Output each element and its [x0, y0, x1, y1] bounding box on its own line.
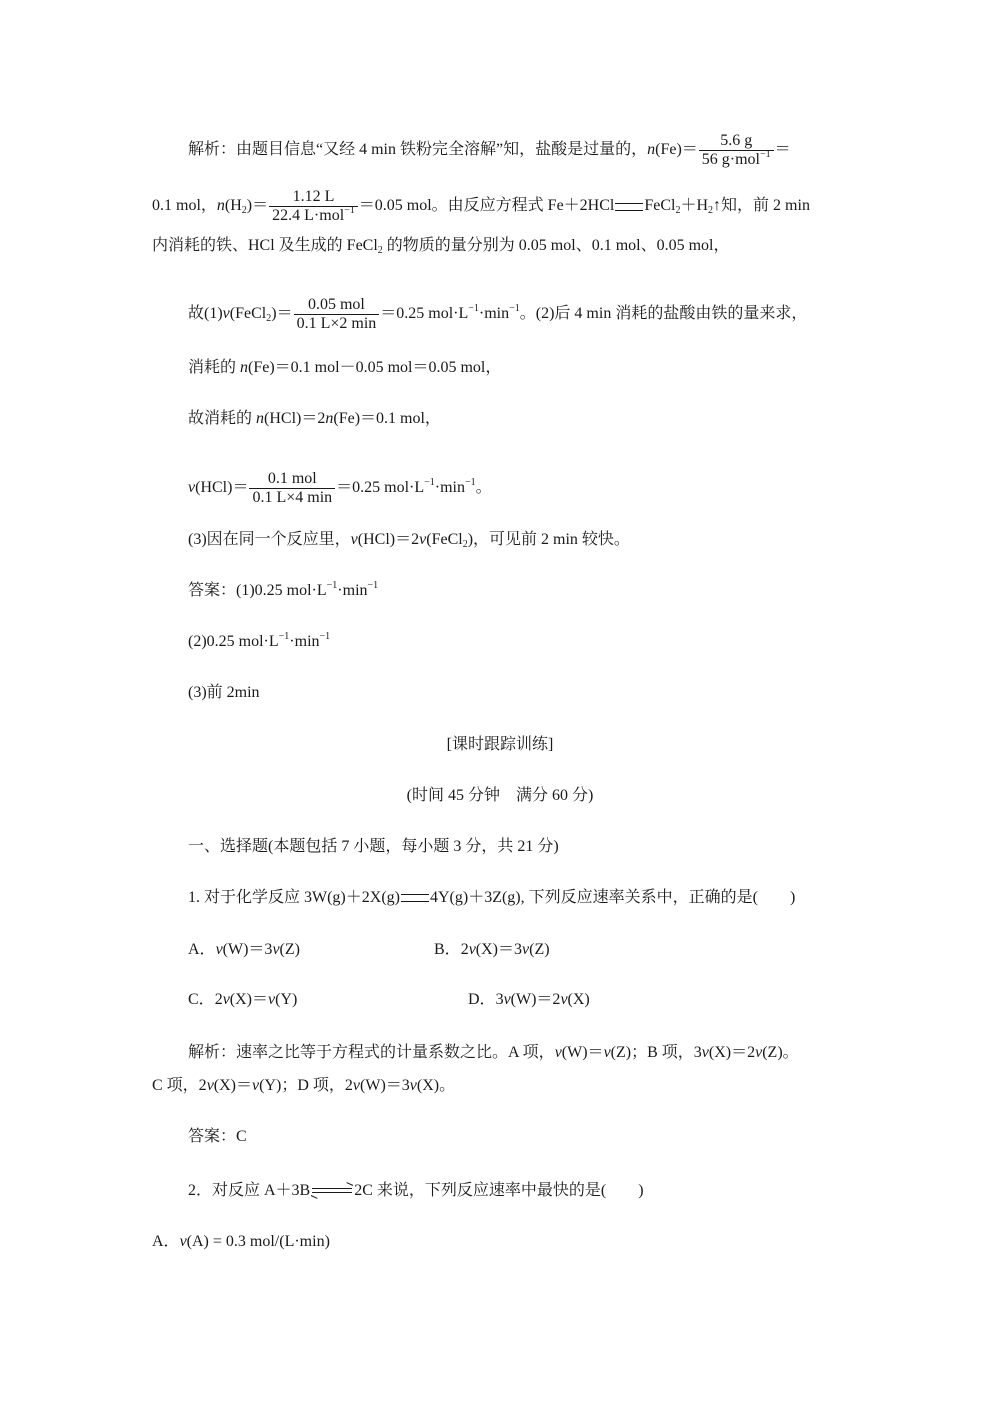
text: (FeCl: [426, 531, 463, 548]
text: (X)。: [416, 1077, 456, 1094]
text: ＝: [774, 141, 791, 159]
denominator: [699, 151, 774, 169]
option-label: C．: [188, 991, 215, 1008]
text: (Y)；D 项，2: [259, 1077, 353, 1094]
analysis-line-8: [188, 530, 630, 550]
question-1-answer: 答案：C: [188, 1128, 247, 1145]
text: n: [647, 141, 656, 159]
text: v: [701, 1044, 709, 1061]
question-1-stem: [188, 888, 795, 908]
superscript: −1: [319, 631, 331, 642]
text: v: [350, 531, 358, 548]
analysis-line-6: [188, 409, 441, 429]
numerator: 1.12 L: [269, 188, 358, 207]
text: (W)＝3: [222, 941, 273, 958]
reversible-arrow-icon: [312, 1186, 352, 1196]
text: (X)＝: [229, 991, 269, 1008]
denominator: 0.1 L×4 min: [252, 489, 333, 506]
answer-line-1: [188, 581, 378, 601]
text: (Z)。: [762, 1044, 799, 1061]
text: v: [222, 991, 230, 1008]
denominator: [269, 207, 358, 225]
text: 2: [460, 941, 469, 958]
text: )＝: [271, 305, 293, 323]
text: FeCl: [644, 197, 676, 215]
text: n: [240, 359, 249, 376]
analysis-line-4: [188, 296, 807, 333]
numerator: 0.1 mol: [249, 470, 335, 489]
text: v: [179, 1233, 187, 1250]
question-1-option-b: [434, 940, 550, 960]
superscript: −1: [326, 580, 338, 591]
text: ↑知，前 2 min: [713, 197, 810, 215]
text: v: [215, 941, 223, 958]
text: ·min: [478, 305, 510, 323]
question-1-option-a: [188, 940, 300, 960]
text: v: [560, 991, 568, 1008]
text: n: [216, 197, 225, 215]
option-label: D．: [468, 991, 496, 1008]
question-2-stem: [188, 1181, 644, 1201]
text: 故消耗的: [188, 410, 257, 427]
superscript: −1: [344, 205, 355, 216]
fraction-fecl2: [294, 296, 380, 333]
text: 答案：(1)0.25 mol·L: [188, 582, 327, 599]
text: (Fe)＝0.1 mol，: [333, 410, 441, 427]
subscript: 2: [675, 205, 681, 217]
answer-line-3: (3)前 2min: [188, 684, 260, 701]
text: ·min: [289, 633, 320, 650]
superscript: −1: [468, 303, 479, 315]
text: (HCl)＝2: [264, 410, 326, 427]
text: (HCl)＝: [195, 479, 249, 497]
text: 消耗的: [188, 359, 241, 376]
text: 2．对反应 A＋3B: [188, 1182, 311, 1199]
answer-line-2: [188, 632, 330, 652]
superscript: −1: [509, 303, 520, 315]
text: (Fe)＝0.1 mol－0.05 mol＝0.05 mol，: [248, 359, 502, 376]
part-heading: 一、选择题(本题包括 7 小题，每小题 3 分，共 21 分): [188, 838, 559, 855]
text: v: [503, 991, 511, 1008]
text: v: [188, 479, 196, 497]
text: v: [419, 531, 427, 548]
denominator: 0.1 L×2 min: [296, 315, 377, 332]
option-label: A．: [188, 941, 216, 958]
text: )＝: [246, 197, 269, 215]
numerator: 5.6 g: [699, 132, 774, 151]
question-1-analysis-line-1: [188, 1043, 799, 1063]
text: v: [755, 1044, 763, 1061]
question-2-option-a: [152, 1232, 330, 1252]
text: ＝0.25 mol·L: [336, 479, 425, 497]
text: n: [325, 410, 334, 427]
text: 4Y(g)＋3Z(g), 下列反应速率关系中，正确的是( ): [429, 889, 796, 906]
equals-sign-double: [615, 203, 643, 211]
question-1-option-d: [468, 990, 590, 1010]
question-1-option-c: [188, 990, 297, 1010]
text: 内消耗的铁、HCl 及生成的 FeCl: [152, 237, 378, 254]
text: (X)＝2: [708, 1044, 756, 1061]
text: 解析：速率之比等于方程式的计量系数之比。A 项，: [188, 1044, 555, 1061]
analysis-line-7: [188, 470, 492, 507]
subscript: 2: [377, 245, 383, 256]
text: v: [468, 941, 476, 958]
text: )，可见前 2 min 较快。: [467, 531, 630, 548]
question-1-analysis-line-2: [152, 1076, 455, 1096]
fraction-fe: [699, 132, 774, 169]
text: 3: [495, 991, 504, 1008]
option-label: A．: [152, 1233, 180, 1250]
text: v: [522, 941, 530, 958]
text: (A) = 0.3 mol/(L·min): [186, 1233, 330, 1250]
text: v: [409, 1077, 417, 1094]
numerator: 0.05 mol: [294, 296, 380, 315]
text: 0.1 mol，: [152, 197, 217, 215]
text: 的物质的量分别为 0.05 mol、0.1 mol、0.05 mol，: [382, 237, 730, 254]
subscript: 2: [266, 313, 272, 325]
text: v: [268, 991, 276, 1008]
text: v: [352, 1077, 361, 1094]
text: v: [603, 1044, 611, 1061]
text: (Z): [279, 941, 300, 958]
text: n: [256, 410, 265, 427]
text: 。(2)后 4 min 消耗的盐酸由铁的量来求，: [519, 305, 808, 323]
analysis-line-5: [188, 358, 501, 378]
analysis-line-3: [152, 236, 729, 256]
text: v: [222, 305, 230, 323]
text: ·min: [434, 479, 465, 497]
text: (H: [224, 197, 242, 215]
text: (X)＝3: [475, 941, 523, 958]
text: (Z): [529, 941, 550, 958]
superscript: −1: [278, 631, 290, 642]
option-label: B．: [434, 941, 461, 958]
text: 2: [214, 991, 223, 1008]
text: v: [252, 1077, 260, 1094]
text: (Fe)＝: [655, 141, 698, 159]
text: 解析：由题目信息“又经 4 min 铁粉完全溶解”知，盐酸是过量的，: [188, 141, 648, 159]
text: (W)＝: [561, 1044, 604, 1061]
text: (W)＝2: [510, 991, 561, 1008]
section-subtitle: (时间 45 分钟 满分 60 分): [406, 787, 594, 804]
text: (3)因在同一个反应里，: [188, 531, 351, 548]
subscript: 2: [462, 539, 468, 550]
text: ＋H: [680, 197, 709, 215]
text: (X)＝: [213, 1077, 253, 1094]
text: C 项，2: [152, 1077, 207, 1094]
analysis-line-2: [152, 188, 810, 225]
text: v: [272, 941, 280, 958]
text: (2)0.25 mol·L: [188, 633, 279, 650]
text: 22.4 L·mol: [272, 207, 345, 224]
text: (Y): [275, 991, 298, 1008]
text: (HCl)＝2: [357, 531, 420, 548]
text: 。: [475, 479, 492, 497]
superscript: −1: [760, 149, 771, 160]
text: 56 g·mol: [701, 151, 760, 168]
text: ＝0.25 mol·L: [380, 305, 469, 323]
text: 2C 来说，下列反应速率中最快的是( ): [354, 1182, 644, 1199]
text: v: [206, 1077, 214, 1094]
text: 1. 对于化学反应 3W(g)＋2X(g): [188, 889, 400, 906]
text: (Z)；B 项，3: [610, 1044, 702, 1061]
analysis-line-1: [188, 132, 791, 169]
subscript: 2: [241, 205, 247, 217]
fraction-hcl: [249, 470, 335, 507]
text: (W)＝3: [360, 1077, 410, 1094]
superscript: −1: [367, 580, 379, 591]
superscript: −1: [465, 477, 476, 489]
text: (FeCl: [229, 305, 267, 323]
text: ＝0.05 mol。由反应方程式 Fe＋2HCl: [358, 197, 615, 215]
section-title: [课时跟踪训练]: [446, 736, 554, 753]
text: ·min: [337, 582, 368, 599]
superscript: −1: [424, 477, 435, 489]
equals-sign-double: [401, 894, 429, 902]
text: (X): [567, 991, 590, 1008]
fraction-h2: [269, 188, 358, 225]
subscript: 2: [708, 205, 714, 217]
text: 故(1): [188, 305, 223, 323]
text: v: [554, 1044, 562, 1061]
